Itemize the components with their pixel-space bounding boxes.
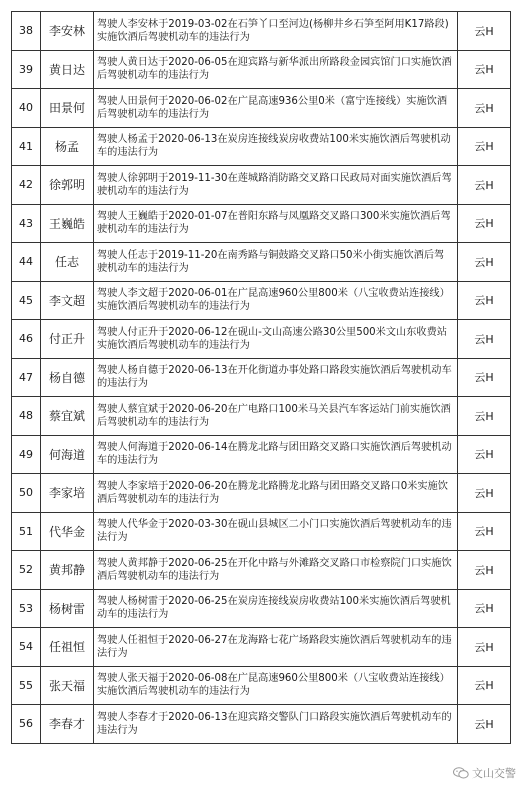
row-number: 54 bbox=[12, 628, 41, 667]
plate-prefix: 云H bbox=[458, 358, 511, 397]
violation-table bbox=[11, 11, 511, 744]
violation-description: 驾驶人李家培于2020-06-20在腾龙北路腾龙北路与团田路交叉路口0米实施饮酒后驾驶机动车的违法行为 bbox=[94, 474, 458, 513]
table-row bbox=[12, 705, 511, 744]
table-row bbox=[12, 166, 511, 205]
violation-description: 驾驶人黄邦静于2020-06-25在开化中路与外滩路交叉路口市检察院门口实施饮酒后驾驶机动车的违法行为 bbox=[94, 551, 458, 590]
driver-name: 任祖恒 bbox=[41, 628, 94, 667]
watermark bbox=[453, 765, 516, 781]
plate-prefix: 云H bbox=[458, 435, 511, 474]
table-row bbox=[12, 50, 511, 89]
table-row bbox=[12, 628, 511, 667]
plate-prefix: 云H bbox=[458, 127, 511, 166]
plate-prefix: 云H bbox=[458, 474, 511, 513]
violation-description: 驾驶人何海道于2020-06-14在腾龙北路与团田路交叉路口实施饮酒后驾驶机动车的违法行为 bbox=[94, 435, 458, 474]
row-number: 44 bbox=[12, 243, 41, 282]
violation-description: 驾驶人代华金于2020-03-30在砚山县城区二小门口实施饮酒后驾驶机动车的违法行为 bbox=[94, 512, 458, 551]
violation-description: 驾驶人王巍皓于2020-01-07在普阳东路与凤凰路交叉路口300米实施饮酒后驾驶机动车的违法行为 bbox=[94, 204, 458, 243]
driver-name: 李文超 bbox=[41, 281, 94, 320]
table-row bbox=[12, 243, 511, 282]
table-row bbox=[12, 551, 511, 590]
table-row bbox=[12, 281, 511, 320]
violation-description: 驾驶人李春才于2020-06-13在迎宾路交警队门口路段实施饮酒后驾驶机动车的违法行为 bbox=[94, 705, 458, 744]
table-row bbox=[12, 127, 511, 166]
driver-name: 张天福 bbox=[41, 666, 94, 705]
watermark-text: 文山交警 bbox=[472, 767, 516, 780]
row-number: 52 bbox=[12, 551, 41, 590]
plate-prefix: 云H bbox=[458, 512, 511, 551]
table-row bbox=[12, 89, 511, 128]
row-number: 42 bbox=[12, 166, 41, 205]
violation-description: 驾驶人张天福于2020-06-08在广昆高速960公里800米（八宝收费站连接线）实施饮酒后驾驶机动车的违法行为 bbox=[94, 666, 458, 705]
driver-name: 蔡宜斌 bbox=[41, 397, 94, 436]
plate-prefix: 云H bbox=[458, 166, 511, 205]
violation-description: 驾驶人付正升于2020-06-12在砚山-文山高速公路30公里500米文山东收费站实施饮酒后驾驶机动车的违法行为 bbox=[94, 320, 458, 359]
driver-name: 杨自德 bbox=[41, 358, 94, 397]
row-number: 39 bbox=[12, 50, 41, 89]
plate-prefix: 云H bbox=[458, 589, 511, 628]
table-row bbox=[12, 435, 511, 474]
driver-name: 付正升 bbox=[41, 320, 94, 359]
plate-prefix: 云H bbox=[458, 705, 511, 744]
plate-prefix: 云H bbox=[458, 628, 511, 667]
table-row bbox=[12, 12, 511, 51]
row-number: 56 bbox=[12, 705, 41, 744]
violation-description: 驾驶人李文超于2020-06-01在广昆高速960公里800米（八宝收费站连接线）实施饮酒后驾驶机动车的违法行为 bbox=[94, 281, 458, 320]
driver-name: 徐郭明 bbox=[41, 166, 94, 205]
wechat-icon bbox=[453, 767, 469, 779]
driver-name: 李春才 bbox=[41, 705, 94, 744]
violation-description: 驾驶人李安林于2019-03-02在石笋丫口至河边(杨柳井乡石笋至阿用K17路段)实施饮酒后驾驶机动车的违法行为 bbox=[94, 12, 458, 51]
plate-prefix: 云H bbox=[458, 12, 511, 51]
plate-prefix: 云H bbox=[458, 50, 511, 89]
plate-prefix: 云H bbox=[458, 89, 511, 128]
violation-table-body bbox=[12, 12, 511, 744]
table-row bbox=[12, 358, 511, 397]
plate-prefix: 云H bbox=[458, 243, 511, 282]
row-number: 45 bbox=[12, 281, 41, 320]
violation-description: 驾驶人杨自德于2020-06-13在开化街道办事处路口路段实施饮酒后驾驶机动车的违法行为 bbox=[94, 358, 458, 397]
table-row bbox=[12, 204, 511, 243]
driver-name: 黄日达 bbox=[41, 50, 94, 89]
driver-name: 何海道 bbox=[41, 435, 94, 474]
row-number: 41 bbox=[12, 127, 41, 166]
table-row bbox=[12, 589, 511, 628]
row-number: 46 bbox=[12, 320, 41, 359]
row-number: 40 bbox=[12, 89, 41, 128]
driver-name: 李安林 bbox=[41, 12, 94, 51]
row-number: 38 bbox=[12, 12, 41, 51]
violation-description: 驾驶人任志于2019-11-20在南秀路与铜鼓路交叉路口50米小街实施饮酒后驾驶机动车的违法行为 bbox=[94, 243, 458, 282]
violation-description: 驾驶人蔡宜斌于2020-06-20在广电路口100米马关县汽车客运站门前实施饮酒后驾驶机动车的违法行为 bbox=[94, 397, 458, 436]
plate-prefix: 云H bbox=[458, 281, 511, 320]
plate-prefix: 云H bbox=[458, 320, 511, 359]
driver-name: 杨孟 bbox=[41, 127, 94, 166]
table-row bbox=[12, 512, 511, 551]
row-number: 49 bbox=[12, 435, 41, 474]
driver-name: 李家培 bbox=[41, 474, 94, 513]
violation-description: 驾驶人杨树雷于2020-06-25在炭房连接线炭房收费站100米实施饮酒后驾驶机动车的违法行为 bbox=[94, 589, 458, 628]
violation-description: 驾驶人任祖恒于2020-06-27在龙海路七花广场路段实施饮酒后驾驶机动车的违法行为 bbox=[94, 628, 458, 667]
plate-prefix: 云H bbox=[458, 397, 511, 436]
table-row bbox=[12, 474, 511, 513]
driver-name: 杨树雷 bbox=[41, 589, 94, 628]
driver-name: 任志 bbox=[41, 243, 94, 282]
row-number: 50 bbox=[12, 474, 41, 513]
driver-name: 田景何 bbox=[41, 89, 94, 128]
table-row bbox=[12, 320, 511, 359]
row-number: 51 bbox=[12, 512, 41, 551]
plate-prefix: 云H bbox=[458, 551, 511, 590]
table-row bbox=[12, 666, 511, 705]
driver-name: 黄邦静 bbox=[41, 551, 94, 590]
plate-prefix: 云H bbox=[458, 204, 511, 243]
driver-name: 王巍皓 bbox=[41, 204, 94, 243]
violation-description: 驾驶人田景何于2020-06-02在广昆高速936公里0米（富宁连接线）实施饮酒后驾驶机动车的违法行为 bbox=[94, 89, 458, 128]
violation-description: 驾驶人杨孟于2020-06-13在炭房连接线炭房收费站100米实施饮酒后驾驶机动车的违法行为 bbox=[94, 127, 458, 166]
violation-description: 驾驶人徐郭明于2019-11-30在莲城路消防路交叉路口民政局对面实施饮酒后驾驶机动车的违法行为 bbox=[94, 166, 458, 205]
table-row bbox=[12, 397, 511, 436]
row-number: 48 bbox=[12, 397, 41, 436]
plate-prefix: 云H bbox=[458, 666, 511, 705]
row-number: 43 bbox=[12, 204, 41, 243]
violation-description: 驾驶人黄日达于2020-06-05在迎宾路与新华派出所路段金园宾馆门口实施饮酒后驾驶机动车的违法行为 bbox=[94, 50, 458, 89]
row-number: 53 bbox=[12, 589, 41, 628]
row-number: 55 bbox=[12, 666, 41, 705]
driver-name: 代华金 bbox=[41, 512, 94, 551]
row-number: 47 bbox=[12, 358, 41, 397]
